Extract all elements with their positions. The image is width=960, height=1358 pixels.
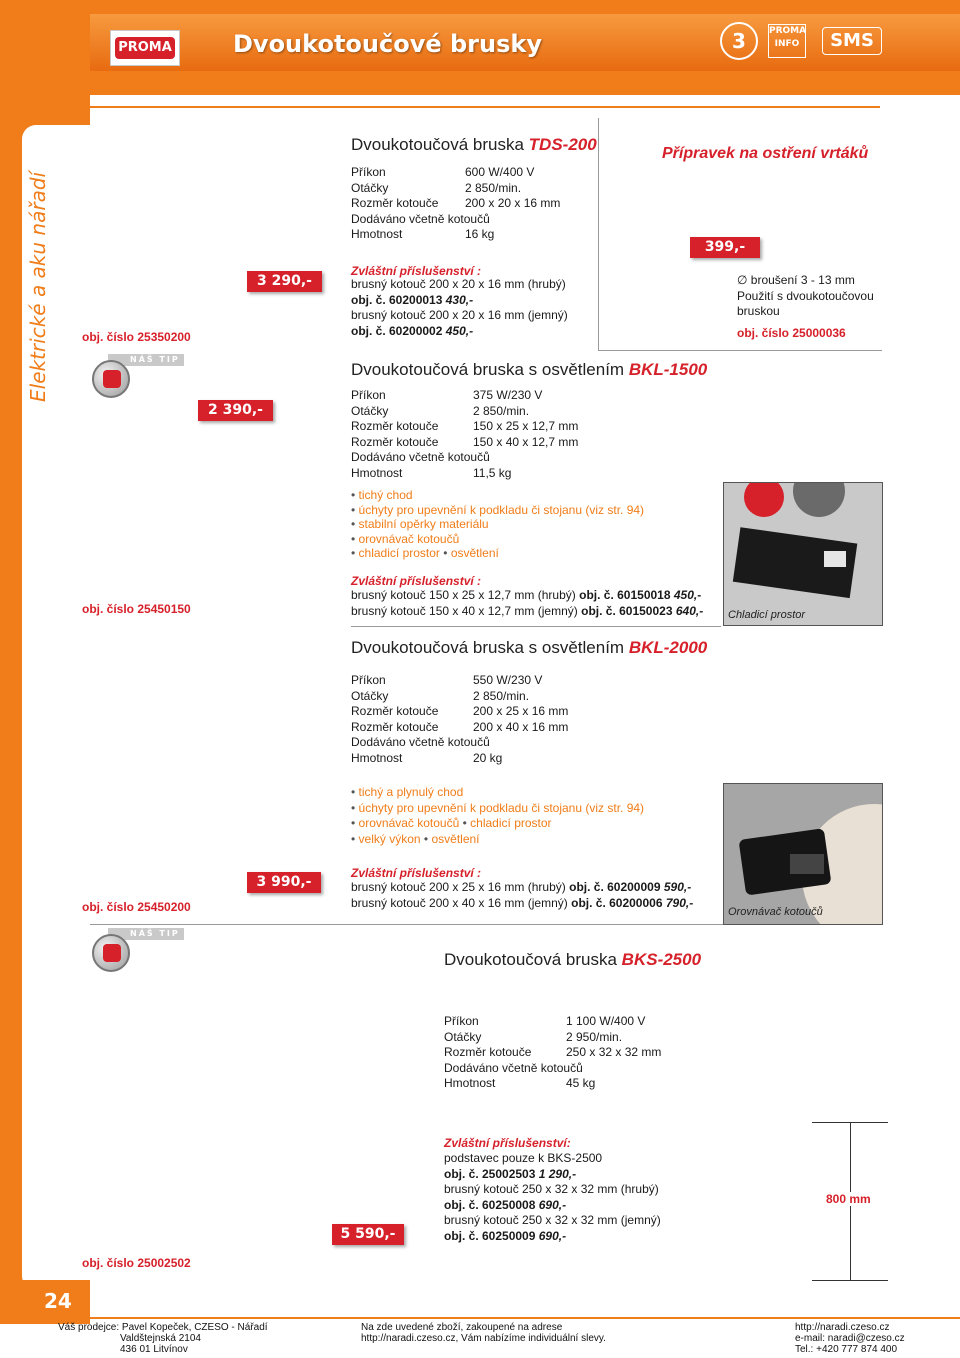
spec-value: 250 x 32 x 32 mm	[566, 1045, 662, 1059]
feature-item: • tichý chod	[351, 488, 413, 502]
order-number-tds200: obj. číslo 25350200	[82, 330, 191, 344]
spec-table-bkl1500	[351, 388, 591, 481]
dresser-caption: Orovnávač kotoučů	[728, 906, 823, 918]
footer-seller: Váš prodejce: Pavel Kopeček, CZESO - Nářadí Valdštejnská 2104 436 01 Litvínov	[58, 1322, 268, 1355]
price-tag-bks2500: 5 590,-	[332, 1224, 404, 1245]
spec-key: Rozměr kotouče	[351, 196, 439, 210]
spec-key: Příkon	[351, 673, 386, 687]
feature-item: • orovnávač kotoučů • chladicí prostor	[351, 816, 552, 830]
spec-value: 375 W/230 V	[473, 388, 543, 402]
price-tag-drill-jig: 399,-	[690, 237, 760, 258]
feature-item: • orovnávač kotoučů	[351, 531, 460, 546]
spec-value: 1 100 W/400 V	[566, 1014, 646, 1028]
dimension-label: 800 mm	[826, 1192, 871, 1206]
spec-key: Hmotnost	[351, 465, 403, 480]
order-number-bkl2000: obj. číslo 25450200	[82, 900, 191, 914]
footer-discount: Na zde uvedené zboží, zakoupené na adrese http://naradi.czeso.cz, Vám nabízíme individuální slevy.	[361, 1322, 606, 1344]
spec-value: 20 kg	[473, 750, 503, 765]
price-tag-bkl1500: 2 390,-	[198, 400, 273, 421]
column-divider	[598, 118, 599, 350]
warranty-badge-icon: 3	[720, 22, 758, 60]
proma-logo-text: PROMA	[115, 37, 175, 59]
cooling-tray-image	[724, 483, 882, 625]
product-title-bks2500: Dvoukotoučová bruska BKS-2500	[444, 950, 702, 969]
accessories-heading: Zvláštní příslušenství :	[351, 574, 482, 588]
sms-badge: SMS	[822, 27, 882, 55]
accessories-list-bkl2000: brusný kotouč 200 x 25 x 16 mm (hrubý) obj. č. 60200009 590,- brusný kotouč 200 x 40 x 16 mm (jemný) obj. č. 60200006 790,-	[351, 880, 694, 910]
footer-rule	[90, 1317, 960, 1319]
accessories-heading: Zvláštní příslušenství :	[351, 866, 482, 880]
cooling-caption: Chladicí prostor	[728, 609, 806, 621]
thumbs-up-icon	[92, 934, 130, 972]
spec-key: Hmotnost	[351, 227, 403, 241]
footer-website-link[interactable]: http://naradi.czeso.cz	[795, 1322, 890, 1333]
accessories-heading: Zvláštní příslušenství:	[444, 1136, 571, 1150]
tip-label: NÁŠ TIP	[108, 354, 184, 366]
spec-key: Rozměr kotouče	[351, 419, 439, 433]
spec-key: Dodáváno včetně kotoučů	[444, 1060, 583, 1075]
feature-list-bkl1500	[351, 488, 644, 561]
order-number-bkl1500: obj. číslo 25450150	[82, 602, 191, 616]
spec-table-bks2500	[444, 1014, 704, 1092]
thumbs-up-icon	[92, 360, 130, 398]
price-tag-tds200: 3 290,-	[247, 271, 322, 292]
spec-value: 2 850/min.	[473, 403, 530, 418]
spec-value: 16 kg	[465, 227, 495, 241]
spec-key: Dodáváno včetně kotoučů	[351, 450, 490, 464]
feature-item: • tichý a plynulý chod	[351, 785, 464, 799]
spec-key: Rozměr kotouče	[351, 704, 439, 718]
feature-list-bkl2000	[351, 785, 644, 847]
spec-value: 200 x 20 x 16 mm	[465, 196, 561, 210]
spec-value: 550 W/230 V	[473, 673, 543, 687]
spec-key: Otáčky	[351, 180, 389, 195]
spec-key: Rozměr kotouče	[351, 434, 439, 449]
category-label: Elektrické a aku nářadí	[26, 171, 50, 402]
cooling-tray-photo	[723, 482, 883, 626]
spec-table-tds200	[351, 165, 591, 243]
spec-key: Rozměr kotouče	[351, 719, 439, 734]
product-title-bkl2000: Dvoukotoučová bruska s osvětlením BKL-2000	[351, 638, 708, 657]
order-number-bks2500: obj. číslo 25002502	[82, 1256, 191, 1270]
spec-key: Otáčky	[351, 688, 389, 703]
spec-key: Otáčky	[351, 403, 389, 418]
feature-item: • chladicí prostor • osvětlení	[351, 546, 499, 560]
spec-key: Hmotnost	[351, 750, 403, 765]
spec-value: 200 x 25 x 16 mm	[473, 704, 569, 718]
accessories-list-bks2500: podstavec pouze k BKS-2500 obj. č. 25002503 1 290,- brusný kotouč 250 x 32 x 32 mm (hrubý) obj. č. 60250008 690,- brusný kotouč 250 x 32 x 32 mm (jemný) obj. č. 60250009 690,-	[444, 1151, 661, 1243]
spec-key: Otáčky	[444, 1029, 482, 1044]
proma-info-badge: PROMA INFO	[768, 24, 806, 58]
accessories-list-tds200	[351, 277, 568, 339]
spec-value: 150 x 25 x 12,7 mm	[473, 419, 579, 433]
spec-key: Dodáváno včetně kotoučů	[351, 735, 490, 749]
spec-value: 2 850/min.	[465, 180, 522, 195]
product-title-tds200: Dvoukotoučová bruska TDS-200	[351, 135, 597, 154]
dresser-image	[724, 784, 882, 924]
accessory-item: brusný kotouč 200 x 20 x 16 mm (hrubý)	[351, 277, 566, 291]
footer-email-link[interactable]: e-mail: naradi@czeso.cz	[795, 1333, 905, 1344]
accessories-list-bkl1500: brusný kotouč 150 x 25 x 12,7 mm (hrubý) obj. č. 60150018 450,- brusný kotouč 150 x 40 x 12,7 mm (jemný) obj. č. 60150023 640,-	[351, 588, 704, 618]
tip-label: NÁŠ TIP	[108, 928, 184, 940]
spec-value: 600 W/400 V	[465, 165, 535, 179]
footer-contact: http://naradi.czeso.cz e-mail: naradi@czeso.cz Tel.: +420 777 874 400	[795, 1322, 905, 1355]
spec-table-bkl2000	[351, 673, 591, 766]
spec-value: 2 950/min.	[566, 1029, 623, 1044]
accessory-order: obj. č. 60200002 450,-	[351, 323, 474, 338]
drill-jig-title: Přípravek na ostření vrtáků	[662, 145, 869, 162]
page-title: Dvoukotoučové brusky	[233, 30, 542, 58]
spec-value: 150 x 40 x 12,7 mm	[473, 434, 579, 449]
spec-key: Příkon	[351, 165, 386, 179]
drill-jig-description: ∅ broušení 3 - 13 mm Použití s dvoukotoučovou bruskou	[737, 273, 874, 318]
top-rule	[90, 106, 880, 108]
order-number-drill-jig: obj. číslo 25000036	[737, 326, 846, 340]
spec-value: 2 850/min.	[473, 688, 530, 703]
dimension-tick-top	[812, 1122, 888, 1123]
spec-key: Dodáváno včetně kotoučů	[351, 211, 490, 226]
spec-value: 45 kg	[566, 1076, 596, 1090]
spec-key: Příkon	[351, 388, 386, 402]
accessory-order: obj. č. 60200013 430,-	[351, 292, 474, 307]
page-number: 24	[44, 1289, 72, 1313]
price-tag-bkl2000: 3 990,-	[247, 872, 321, 893]
accessory-item: brusný kotouč 200 x 20 x 16 mm (jemný)	[351, 308, 568, 322]
feature-item: • úchyty pro upevnění k podkladu či stojanu (viz str. 94)	[351, 800, 645, 815]
proma-logo	[110, 30, 180, 66]
spec-value: 200 x 40 x 16 mm	[473, 719, 569, 734]
product-title-bkl1500: Dvoukotoučová bruska s osvětlením BKL-1500	[351, 360, 708, 379]
feature-item: • velký výkon • osvětlení	[351, 831, 480, 846]
dimension-tick-bottom	[812, 1280, 888, 1281]
feature-item: • úchyty pro upevnění k podkladu či stojanu (viz str. 94)	[351, 502, 645, 517]
section-divider	[598, 350, 882, 351]
accessories-heading: Zvláštní příslušenství :	[351, 264, 482, 278]
spec-key: Příkon	[444, 1014, 479, 1028]
section-divider	[351, 626, 721, 627]
dresser-photo	[723, 783, 883, 925]
spec-key: Rozměr kotouče	[444, 1045, 532, 1059]
spec-key: Hmotnost	[444, 1076, 496, 1090]
spec-value: 11,5 kg	[473, 465, 512, 480]
feature-item: • stabilní opěrky materiálu	[351, 517, 489, 531]
